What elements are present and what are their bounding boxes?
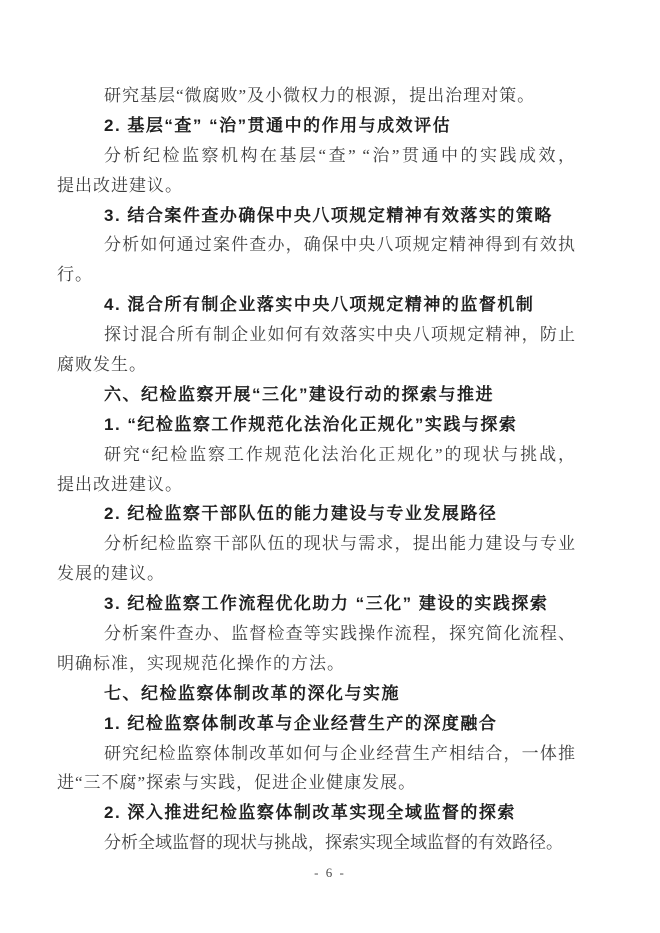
- text-line: 发展的建议。: [57, 564, 165, 584]
- heading-line: 1. “纪检监察工作规范化法治化正规化”实践与探索: [104, 414, 518, 434]
- heading-line: 3. 结合案件查办确保中央八项规定精神有效落实的策略: [104, 205, 553, 225]
- text-line: 研究纪检监察体制改革如何与企业经营生产相结合，一体推: [104, 743, 575, 763]
- text-line: 提出改进建议。: [57, 175, 183, 195]
- heading-line: 2. 深入推进纪检监察体制改革实现全域监督的探索: [104, 803, 516, 823]
- text-line: 分析全域监督的现状与挑战，探索实现全域监督的有效路径。: [104, 833, 563, 853]
- text-line: 研究基层“微腐败”及小微权力的根源，提出治理对策。: [104, 86, 536, 105]
- text-line: 分析纪检监察干部队伍的现状与需求，提出能力建设与专业: [104, 534, 575, 554]
- text-line: 分析案件查办、监督检查等实践操作流程，探究简化流程、: [104, 624, 575, 644]
- text-line: 提出改进建议。: [57, 474, 183, 494]
- heading-line: 1. 纪检监察体制改革与企业经营生产的深度融合: [104, 713, 498, 733]
- text-line: 研究“纪检监察工作规范化法治化正规化”的现状与挑战，: [104, 444, 575, 464]
- text-line: 探讨混合所有制企业如何有效落实中央八项规定精神，防止: [104, 325, 575, 345]
- text-line: 行。: [57, 265, 93, 285]
- text-line: 分析纪检监察机构在基层“查” “治”贯通中的实践成效，: [104, 145, 575, 165]
- text-line: 分析如何通过案件查办，确保中央八项规定精神得到有效执: [104, 235, 575, 255]
- text-line: 明确标准，实现规范化操作的方法。: [57, 653, 345, 673]
- heading-line: 七、纪检监察体制改革的深化与实施: [104, 683, 400, 703]
- document-body: [57, 81, 575, 858]
- heading-line: 3. 纪检监察工作流程优化助力 “三化” 建设的实践探索: [104, 594, 549, 614]
- heading-line: 2. 基层“查” “治”贯通中的作用与成效评估: [104, 115, 452, 135]
- text-line: 腐败发生。: [57, 355, 147, 375]
- heading-line: 4. 混合所有制企业落实中央八项规定精神的监督机制: [104, 295, 535, 315]
- heading-line: 2. 纪检监察干部队伍的能力建设与专业发展路径: [104, 504, 498, 524]
- page-number: - 6 -: [314, 865, 346, 880]
- text-line: 进“三不腐”探索与实践，促进企业健康发展。: [57, 773, 417, 793]
- heading-line: 六、纪检监察开展“三化”建设行动的探索与推进: [104, 384, 494, 404]
